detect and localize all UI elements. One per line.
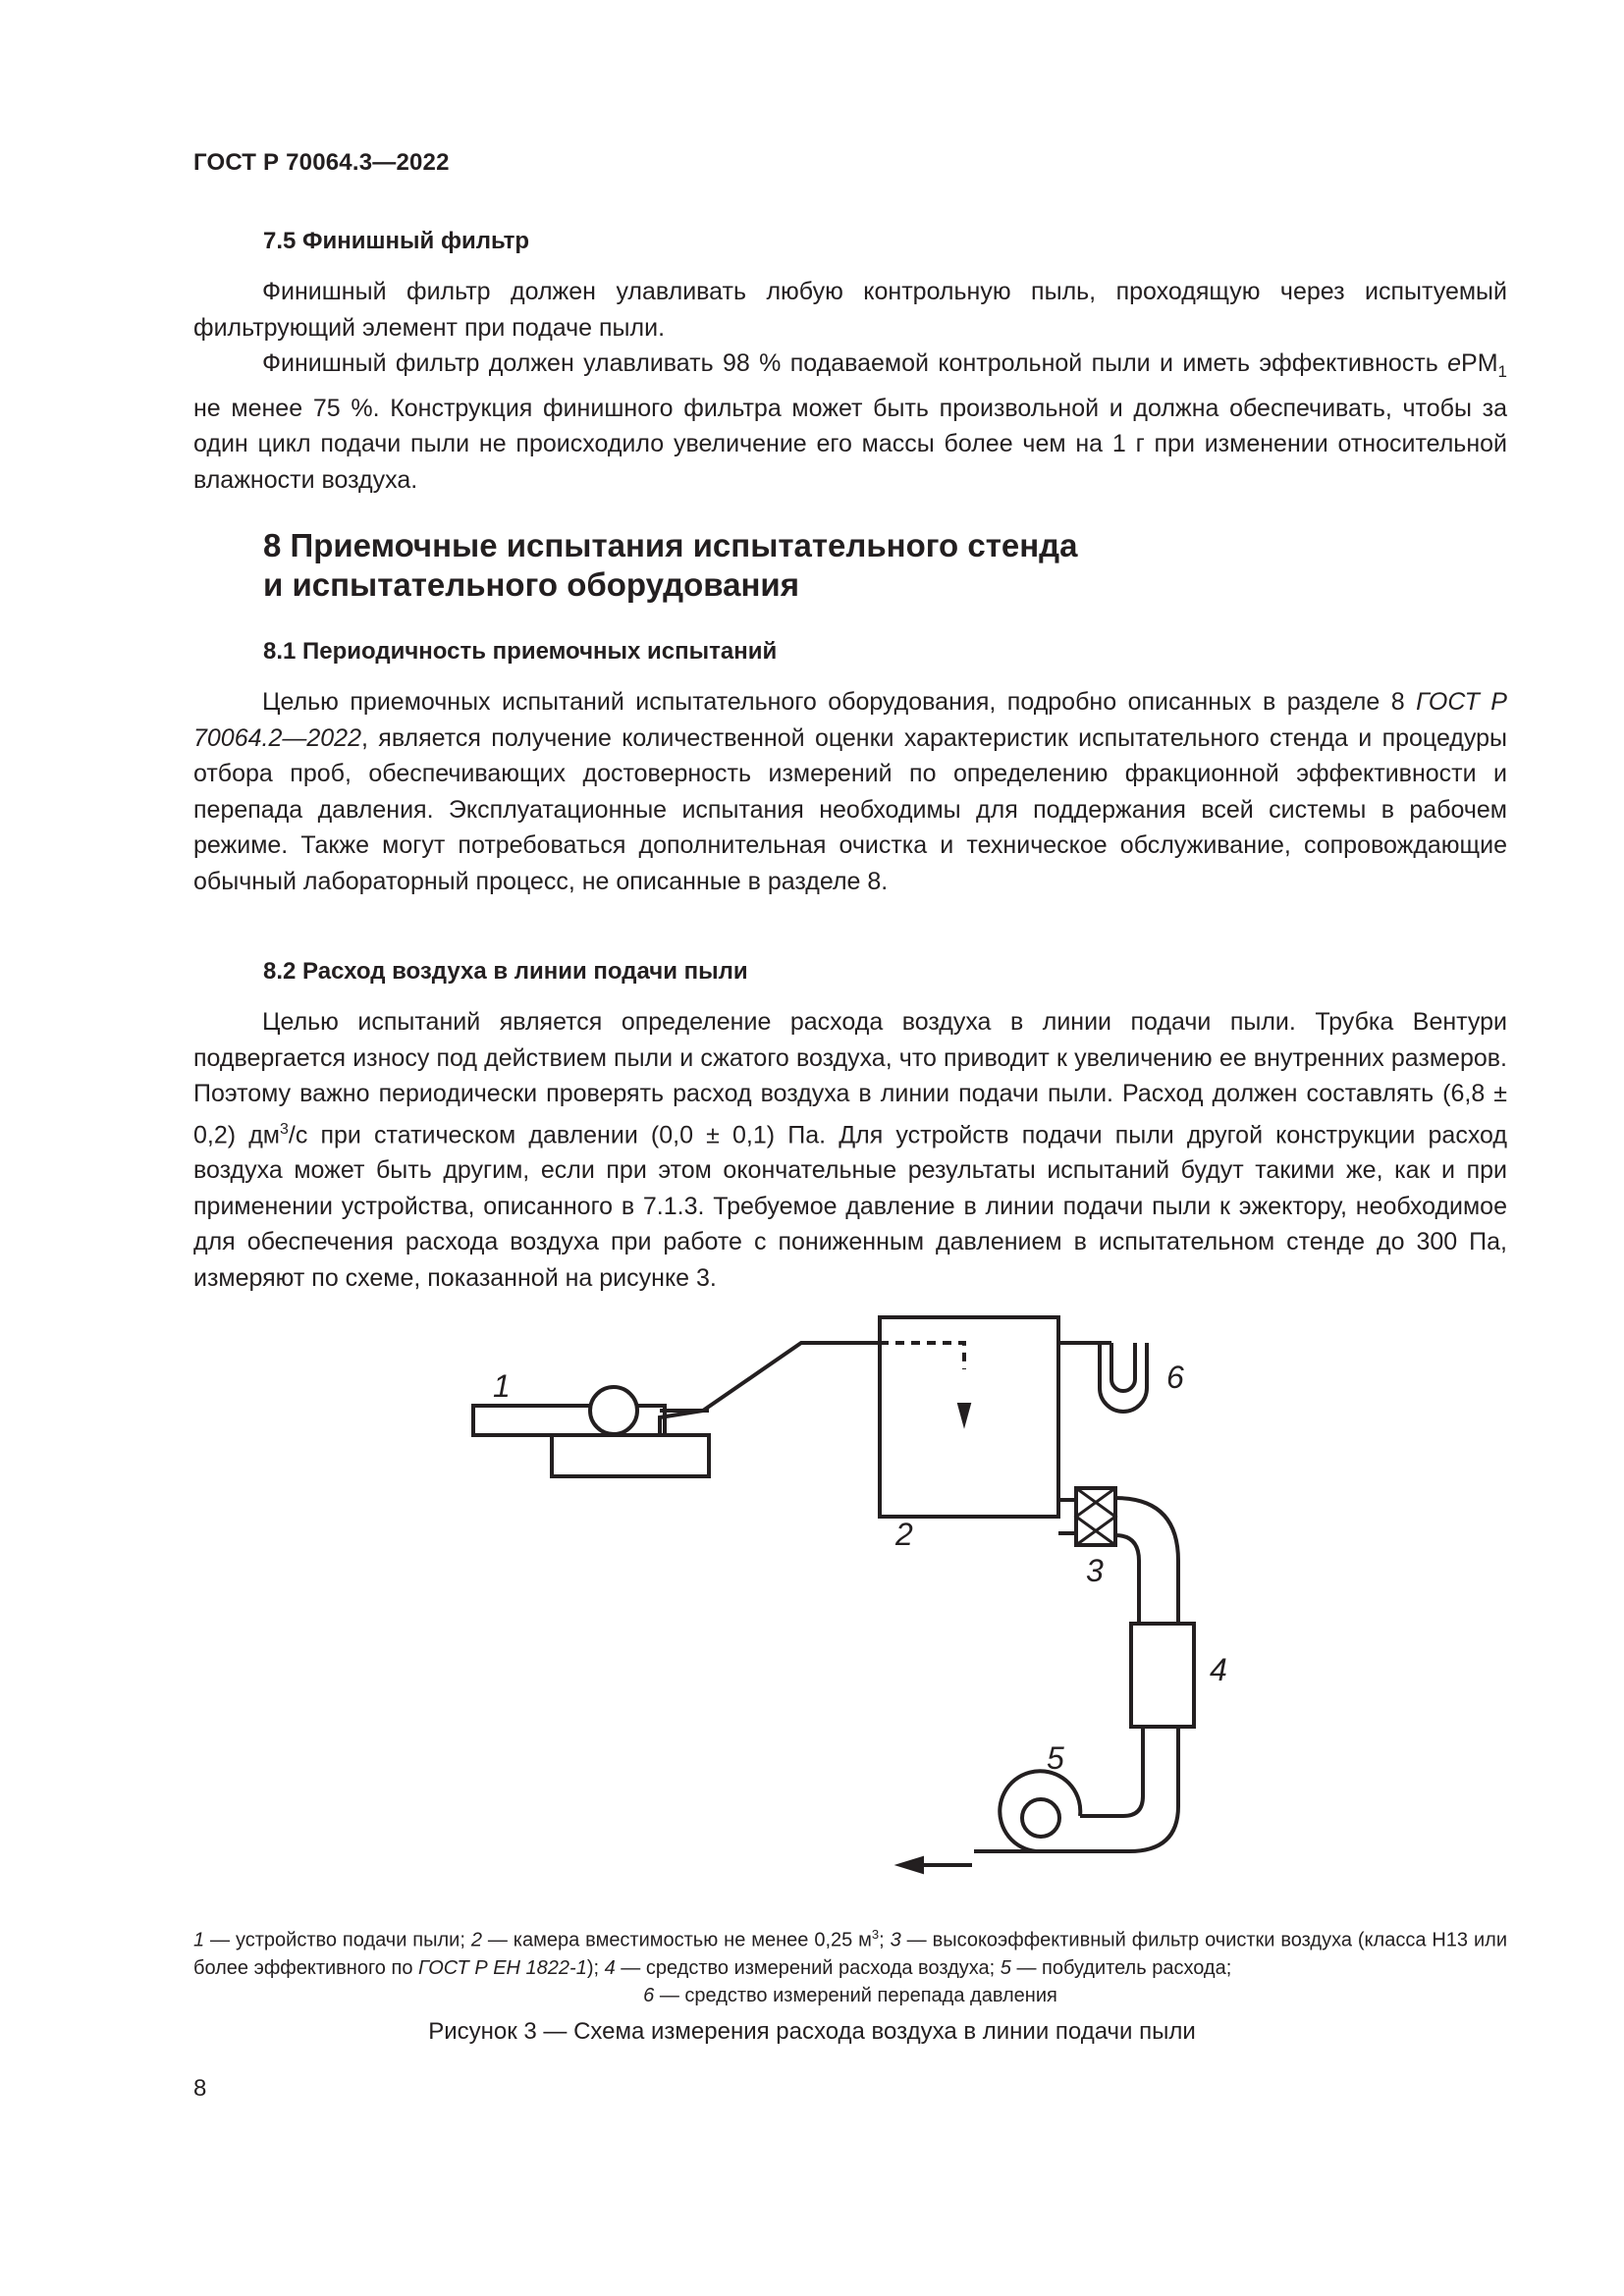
paragraph: Целью испытаний является определение расхода воздуха в линии подачи пыли. Трубка Вентури подвергается износу под действием пыли и сжатого воздуха, что приводит к увеличению ее внутренних размеров. Поэтому важно периодически проверять расход воздуха в линии подачи пыли. Расход должен составлять (6,8 ± 0,2) $дм^3/с$ при статическом давлении (0,0 ± 0,1) Па. Для устройств подачи пыли другой конструкции расход воздуха может быть другим, если при этом окончательные результаты испытаний будут такими же, как и при применении устройства, описанного в 7.1.3. Требуемое давление в линии подачи пыли к эжектору, необходимое для обеспечения расхода воздуха при работе с пониженным давлением в испытательном стенде до 300 Па, измеряют по схеме, показанной на рисунке 3.: [193, 1008, 1507, 1292]
exhaust-arrow-head: [897, 1857, 923, 1873]
chamber: [880, 1317, 1058, 1517]
section-8-1-title: 8.1 Периодичность приемочных испытаний: [263, 638, 778, 665]
pipe-inner: [1115, 1535, 1139, 1624]
pipe-outer-lower: [1080, 1727, 1178, 1851]
figure-legend: 1 — устройство подачи пыли; 2 — камера вместимостью не менее 0,25 $м^3$; 3 — высокоэффективный фильтр очистки воздуха (класса Н13 или более эффективного по ГОСТ Р ЕН 1822-1); 4 — средство измерений расхода воздуха; 5 — побудитель расхода; 6 — средство измерений перепада давления: [193, 1927, 1507, 2006]
fan-impeller: [1022, 1799, 1059, 1837]
section-8-title: 8 Приемочные испытания испытательного стенда и испытательного оборудования: [263, 527, 1078, 603]
section-8-1-body: [193, 684, 1507, 899]
label-2: 2: [895, 1517, 913, 1552]
section-8-2-title: 8.2 Расход воздуха в линии подачи пыли: [263, 958, 748, 985]
label-4: 4: [1210, 1652, 1227, 1687]
figure-caption: Рисунок 3 — Схема измерения расхода воздуха в линии подачи пыли: [428, 2018, 1196, 2045]
hepa-filter: [1076, 1488, 1115, 1545]
manometer-u-inner: [1111, 1343, 1135, 1391]
paragraph: Финишный фильтр должен улавливать любую контрольную пыль, проходящую через испытуемый фильтрующий элемент при подаче пыли.: [193, 278, 1507, 342]
label-5: 5: [1047, 1740, 1064, 1776]
flowmeter: [1131, 1624, 1194, 1727]
flow-arrow-head: [958, 1404, 970, 1425]
manometer-u-outer: [1100, 1343, 1147, 1412]
pipe-outer: [1115, 1498, 1178, 1624]
dust-feed-line: [703, 1343, 880, 1411]
feeder-wheel: [590, 1387, 637, 1434]
label-1: 1: [493, 1368, 511, 1404]
paragraph: Финишный фильтр должен улавливать 98 % подаваемой контрольной пыли и иметь эффективность ePM$_1$ не менее 75 %. Конструкция финишного фильтра может быть произвольной и должна обеспечивать, чтобы за один цикл подачи пыли не происходило увеличение его массы более чем на 1 г при изменении относительной влажности воздуха.: [193, 349, 1507, 494]
section-7-5-title: 7.5 Финишный фильтр: [263, 228, 529, 254]
section-7-5-body: [193, 274, 1507, 498]
label-6: 6: [1166, 1360, 1184, 1395]
figure-3-diagram: [452, 1296, 1257, 1885]
label-3: 3: [1086, 1553, 1104, 1588]
pipe-inner-lower: [1080, 1727, 1143, 1816]
flow-arrow-line: [880, 1343, 964, 1369]
section-8-2-body: [193, 1004, 1507, 1296]
paragraph: Целью приемочных испытаний испытательного оборудования, подробно описанных в разделе 8 ГОСТ Р 70064.2—2022, является получение количественной оценки характеристик испытательного стенда и процедуры отбора проб, обеспечивающих достоверность измерений по определению фракционной эффективности и перепада давления. Эксплуатационные испытания необходимы для поддержания всей системы в рабочем режиме. Также могут потребоваться дополнительная очистка и техническое обслуживание, сопровождающие обычный лабораторный процесс, не описанные в разделе 8.: [193, 688, 1507, 895]
document-header: ГОСТ Р 70064.3—2022: [193, 149, 450, 176]
fan-housing: [1000, 1771, 1080, 1851]
feeder-base: [552, 1435, 709, 1476]
page-number: 8: [193, 2075, 207, 2102]
